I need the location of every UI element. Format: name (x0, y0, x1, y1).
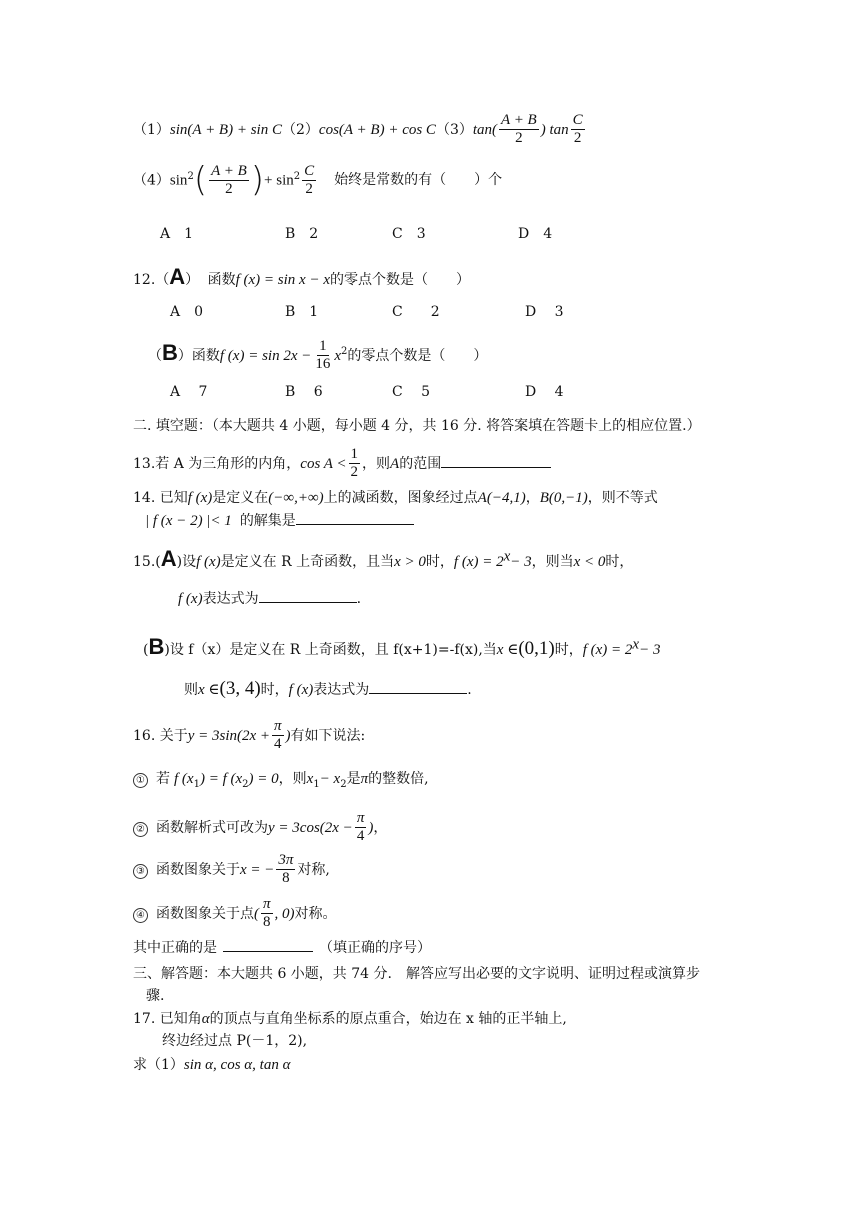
q16-item3-frac-num: 3π (276, 852, 295, 870)
q11-item1-label: （1） (133, 121, 170, 138)
q15a-line1 (133, 546, 633, 572)
q12b-option-d: D 4 (525, 384, 564, 400)
q11-line1 (133, 112, 587, 148)
q12b-option-a: A 7 (170, 384, 208, 400)
q15b-sup: x (632, 636, 640, 653)
q16-math1b: ) (285, 727, 291, 744)
q14-math4: B(0,−1) (539, 490, 588, 506)
q15b-line2 (184, 678, 472, 701)
q16-item1-math1: f (x (174, 771, 194, 787)
q13-frac-num: 1 (349, 446, 361, 464)
q12b-option-b: B 6 (285, 384, 323, 400)
q15a-l2-text: 表达式为 (202, 591, 259, 607)
q14-line1 (133, 489, 658, 507)
q16-item2-marker: ② (133, 822, 148, 837)
q17-text2: 的顶点与直角坐标系的原点重合，始边在 x 轴的正半轴上, (209, 1011, 567, 1027)
q16-answer-blank[interactable] (223, 951, 313, 952)
q16-item3-marker: ③ (133, 864, 148, 879)
q11-option-a: A 1 (160, 226, 194, 242)
q15a-math3b: − 3 (510, 554, 532, 570)
q14-text2: 是定义在 (212, 490, 269, 506)
q15b-line1 (143, 634, 660, 661)
q17-alpha: α (201, 1011, 210, 1027)
q12-number: 12.（ (133, 272, 170, 288)
q16-item1-text1: 若 (156, 771, 170, 787)
q16-item1-math4: x (306, 771, 314, 787)
q16-answer-line (133, 940, 431, 957)
q11-item1-math: sin(A + B) + sin C (169, 121, 282, 138)
q16-item1-marker: ① (133, 773, 148, 788)
q11-option-c: C 3 (392, 226, 426, 242)
q11-item4-sq2: 2 (293, 170, 301, 182)
q11-item3-frac (499, 112, 539, 148)
q16-item1-sub1: 1 (193, 778, 200, 790)
q12b-close: ） (177, 347, 192, 364)
q16-item4-text1: 函数图象关于点 (156, 905, 254, 922)
q16-math1: y = 3sin(2x + (187, 727, 271, 744)
q12a-text1: 函数 (207, 272, 236, 288)
q11-item4-lparen: ( (193, 160, 208, 200)
q16-item3-math1: x = − (240, 861, 275, 878)
q16-line (133, 718, 365, 754)
q16-item1-text2: ，则 (278, 771, 307, 787)
q16-item2-math2: ) (368, 819, 374, 836)
q16-item4-frac-num: π (261, 896, 273, 914)
q11-option-b: B 2 (285, 226, 319, 242)
q11-item4-frac-num: A + B (209, 163, 249, 181)
q11-line2 (133, 160, 502, 201)
section3-heading-line2: 骤. (146, 988, 165, 1004)
q14-math1: f (x) (187, 490, 213, 506)
q13-frac (349, 446, 361, 482)
q15a-math4: x < 0 (573, 554, 606, 570)
q16-item4-text2: 对称。 (294, 905, 337, 922)
q16-item2-frac (355, 810, 367, 846)
q12b-text2: 的零点个数是（ ） (347, 347, 488, 364)
q11-item4-frac (209, 163, 249, 199)
q16-item2-frac-num: π (355, 810, 367, 828)
q11-item4-frac2-num: C (302, 163, 316, 181)
q11-item3-frac2-num: C (571, 112, 585, 130)
q12b-frac-den: 16 (315, 356, 331, 373)
q11-item4-frac2 (302, 163, 316, 199)
q16-item3-frac (276, 852, 295, 888)
q16-item3-text1: 函数图象关于 (156, 861, 240, 878)
q11-item3-frac-den: 2 (515, 130, 523, 147)
q15a-answer-blank[interactable] (259, 602, 357, 603)
q15a-math2: x > 0 (394, 554, 426, 570)
q15a-text3: 是定义在 R 上奇函数，且当 (220, 554, 395, 570)
q12a-text2: 的零点个数是（ ） (330, 272, 470, 288)
q14-answer-blank[interactable] (296, 524, 414, 525)
q15a-line2 (178, 590, 361, 608)
q11-item4-label: （4） (133, 172, 170, 189)
q12b-frac-num: 1 (317, 338, 329, 356)
q17-text3: 求（1） (133, 1057, 184, 1073)
q15b-math4: f (x) (288, 682, 314, 698)
q12a-math: f (x) = sin x − x (235, 272, 330, 288)
section2-heading: 二. 填空题：（本大题共 4 小题，每小题 4 分，共 16 分. 将答案填在答题卡上的相应位置.） (133, 418, 701, 434)
q14-text5: ，则不等式 (587, 490, 658, 506)
q16-item3-text2: 对称, (297, 861, 330, 878)
q14-text3: 上的减函数，图象经过点 (323, 490, 478, 506)
q12b-line (148, 338, 487, 374)
q13-text3: 的范围 (399, 455, 442, 472)
q15b-text5: 表达式为 (313, 682, 370, 698)
q12-close: ） (185, 272, 200, 288)
q15b-text3: 则 (184, 682, 198, 698)
q11-item4-sin: sin (169, 172, 188, 189)
q14-math5: | f (x − 2) |< 1 (145, 513, 232, 529)
q15b-math2: f (x) = 2 (582, 642, 633, 658)
q15a-math3: f (x) = 2 (453, 554, 504, 570)
q12b-math1: f (x) = sin 2x − (219, 347, 312, 364)
q12a-option-a: A 0 (170, 304, 204, 320)
q11-item2-label: （2） (281, 121, 319, 138)
q11-item3-frac2-den: 2 (573, 130, 582, 147)
q17-text1: 17. 已知角 (133, 1011, 202, 1027)
q16-item4-marker: ④ (133, 908, 148, 923)
q16-item1 (133, 770, 429, 791)
q12a-option-c: C 2 (392, 304, 440, 320)
q16-answer-text1: 其中正确的是 (133, 940, 217, 956)
q17-line3 (133, 1056, 290, 1074)
q14-text6: 的解集是 (239, 513, 296, 529)
q11-item4-rparen: ) (250, 160, 265, 200)
q12a-option-b: B 1 (285, 304, 319, 320)
q15a-l2-end: . (356, 591, 362, 607)
q16-item1-sub3: 1 (313, 778, 320, 790)
q15-tag-a: A (160, 546, 177, 571)
q16-item2-math1: y = 3cos(2x − (268, 819, 353, 836)
q11-item3-label: （3） (435, 121, 473, 138)
q12a-line (133, 264, 470, 290)
q11-item3-math-a: tan( (472, 121, 498, 138)
q14-text1: 14. 已知 (133, 490, 188, 506)
q15b-text2: 时， (554, 642, 583, 658)
q16-item2 (133, 810, 387, 846)
q12-tag-b: B (162, 339, 178, 365)
q13-math1: cos A < (300, 455, 347, 472)
q16-item4-frac (261, 896, 273, 932)
section3-heading-line1: 三、解答题：本大题共 6 小题，共 74 分. 解答应写出必要的文字说明、证明过程或演算步 (133, 966, 700, 982)
q12a-option-d: D 3 (525, 304, 564, 320)
q12b-math2: x (334, 347, 342, 364)
q11-item4-sq: 2 (187, 170, 194, 182)
q13-math2: A (390, 455, 400, 472)
q15b-math3: x ∈ (198, 682, 220, 698)
q16-item1-sub2: 2 (242, 778, 249, 790)
q16-item1-sub4: 2 (340, 778, 347, 790)
q13-line (133, 446, 551, 482)
q16-item4 (133, 896, 337, 932)
q11-question-text: 始终是常数的有（ ）个 (334, 172, 503, 189)
q12b-open: （ (148, 347, 162, 364)
q16-item1-math3: ) = 0 (248, 771, 279, 787)
q16-item1-math5: − x (319, 771, 341, 787)
q13-answer-blank[interactable] (441, 467, 551, 468)
q15-number: 15.( (133, 554, 161, 570)
q14-line2 (145, 512, 414, 530)
q15a-sup: x (503, 548, 511, 565)
q12b-text1: 函数 (191, 347, 220, 364)
q16-item4-math1: ( (254, 905, 259, 922)
q16-item1-text4: 的整数倍, (368, 771, 429, 787)
q16-frac (272, 718, 284, 754)
q15b-math1: x ∈ (496, 642, 519, 658)
q16-item1-text3: 是 (346, 771, 361, 787)
q16-frac-num: π (272, 718, 284, 736)
q15a-l2-math: f (x) (178, 591, 203, 607)
q16-item4-frac-den: 8 (263, 914, 271, 931)
q16-frac-den: 4 (274, 736, 282, 753)
q16-text1: 16. 关于 (133, 727, 188, 744)
q15b-text1: )设 f（x）是定义在 R 上奇函数，且 f(x+1)=-f(x),当 (164, 642, 497, 658)
q14-math2: (−∞,+∞) (268, 490, 324, 506)
q15b-math3b: (3, 4) (219, 678, 261, 699)
q15b-math1b: (0,1) (518, 638, 555, 659)
q12b-option-c: C 5 (392, 384, 431, 400)
q11-item3-frac2 (571, 112, 585, 148)
q15-tag-b: B (148, 634, 165, 659)
q11-item4-plus: + sin (264, 172, 294, 189)
q11-item4-frac2-den: 2 (305, 180, 313, 197)
q11-item3-math-b: ) tan (540, 121, 569, 138)
q11-item2-math: cos(A + B) + cos C (318, 121, 436, 138)
q14-text4: ， (525, 490, 540, 506)
q12-tag-a: A (169, 264, 186, 289)
q15a-text4: 时， (425, 554, 454, 570)
q16-item3-frac-den: 8 (282, 870, 290, 887)
q13-frac-den: 2 (350, 464, 359, 481)
q17-math3: sin α, cos α, tan α (183, 1057, 291, 1073)
q15a-math1: f (x) (196, 554, 221, 570)
q15a-text6: 时， (605, 554, 634, 570)
q12b-sup: 2 (341, 346, 348, 358)
q16-item2-text1: 函数解析式可改为 (156, 819, 268, 836)
q16-item1-math2: ) = f (x (199, 771, 243, 787)
q12b-frac (313, 338, 332, 374)
q16-item3 (133, 852, 330, 888)
q15b-text4: 时， (260, 682, 289, 698)
q16-item4-math2: , 0) (274, 905, 295, 922)
q16-item2-text2: ， (373, 819, 388, 836)
q15a-text5: ，则当 (531, 554, 574, 570)
q15b-answer-blank[interactable] (369, 693, 467, 694)
q13-text1: 13.若 A 为三角形的内角， (133, 455, 301, 472)
q15b-end: . (467, 682, 472, 698)
q11-item4-frac-den: 2 (225, 180, 233, 197)
q16-item2-frac-den: 4 (356, 828, 365, 845)
q16-item1-math6: π (360, 771, 369, 787)
q16-text2: 有如下说法: (290, 727, 366, 744)
q16-answer-text2: （填正确的序号） (319, 940, 431, 956)
q17-line2: 终边经过点 P(－1，2), (162, 1033, 308, 1049)
q11-item3-frac-num: A + B (499, 112, 539, 130)
q11-option-d: D 4 (518, 226, 553, 242)
q14-math3: A(−4,1) (477, 490, 526, 506)
q13-text2: ，则 (362, 455, 391, 472)
q15b-open: ( (143, 642, 149, 658)
q15b-math2b: − 3 (639, 642, 661, 658)
q17-line1 (133, 1010, 567, 1028)
q15a-text2: )设 (176, 554, 197, 570)
